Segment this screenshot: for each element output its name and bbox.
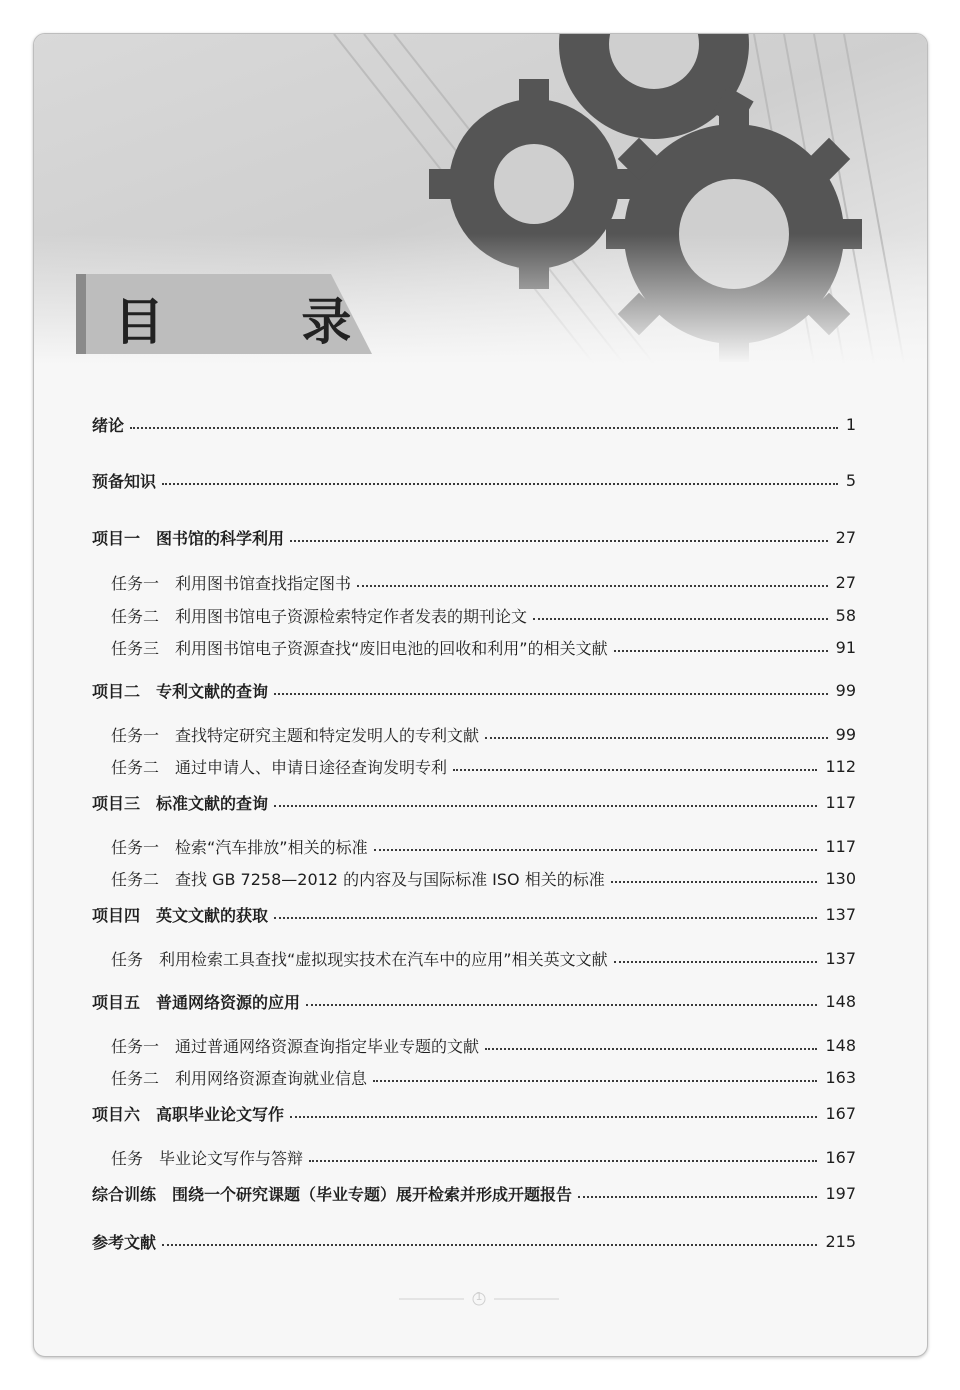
toc-chapter-entry[interactable] (92, 988, 856, 1014)
toc-entry-label: 参考文献 (92, 1232, 157, 1252)
toc-entry-label: 任务二 查找 GB 7258—2012 的内容及与国际标准 ISO 相关的标准 (111, 869, 605, 889)
toc-task-entry[interactable] (111, 569, 856, 595)
toc-chapter-entry[interactable] (92, 1180, 856, 1206)
toc-leader-dots (533, 618, 828, 620)
toc-chapter-entry[interactable] (92, 467, 856, 493)
toc-entry-label: 任务一 利用图书馆查找指定图书 (111, 573, 352, 593)
toc-entry-page: 27 (835, 527, 856, 547)
toc-entry-label: 任务一 检索“汽车排放”相关的标准 (111, 837, 368, 857)
toc-entry-page: 5 (845, 470, 856, 490)
page-title: 目 录 (114, 293, 412, 351)
toc-entry-label: 任务二 利用网络资源查询就业信息 (111, 1068, 368, 1088)
book-page (33, 33, 928, 1357)
toc-task-entry[interactable] (111, 602, 856, 628)
toc-leader-dots (453, 769, 817, 771)
toc-entry-label: 预备知识 (92, 471, 157, 491)
toc-entry-page: 27 (835, 572, 856, 592)
toc-entry-page: 167 (825, 1147, 856, 1167)
toc-leader-dots (274, 805, 817, 807)
toc-entry-page: 117 (825, 792, 856, 812)
toc-leader-dots (274, 917, 817, 919)
toc-entry-label: 任务一 通过普通网络资源查询指定毕业专题的文献 (111, 1036, 480, 1056)
toc-entry-page: 163 (825, 1067, 856, 1087)
toc-entry-label: 绪论 (92, 415, 125, 435)
toc-leader-dots (374, 849, 818, 851)
toc-entry-label: 任务三 利用图书馆电子资源查找“废旧电池的回收和利用”的相关文献 (111, 638, 608, 658)
toc-leader-dots (614, 650, 828, 652)
table-of-contents (34, 34, 927, 1356)
page-number: 1 (475, 1290, 483, 1303)
toc-entry-label: 任务 毕业论文写作与答辩 (111, 1148, 304, 1168)
toc-task-entry[interactable] (111, 753, 856, 779)
toc-leader-dots (130, 427, 838, 429)
toc-leader-dots (611, 881, 818, 883)
toc-chapter-entry[interactable] (92, 411, 856, 437)
toc-entry-page: 117 (825, 836, 856, 856)
toc-entry-page: 99 (835, 680, 856, 700)
toc-entry-label: 项目二 专利文献的查询 (92, 681, 269, 701)
toc-entry-label: 任务二 利用图书馆电子资源检索特定作者发表的期刊论文 (111, 606, 528, 626)
toc-task-entry[interactable] (111, 1032, 856, 1058)
toc-task-entry[interactable] (111, 1064, 856, 1090)
toc-chapter-entry[interactable] (92, 524, 856, 550)
toc-leader-dots (274, 693, 828, 695)
toc-task-entry[interactable] (111, 634, 856, 660)
toc-entry-label: 项目一 图书馆的科学利用 (92, 528, 285, 548)
toc-entry-label: 项目五 普通网络资源的应用 (92, 992, 301, 1012)
toc-entry-label: 项目三 标准文献的查询 (92, 793, 269, 813)
toc-chapter-entry[interactable] (92, 789, 856, 815)
toc-leader-dots (162, 1244, 817, 1246)
toc-entry-label: 任务 利用检索工具查找“虚拟现实技术在汽车中的应用”相关英文文献 (111, 949, 608, 969)
toc-entry-page: 167 (825, 1103, 856, 1123)
toc-entry-page: 1 (845, 414, 856, 434)
toc-task-entry[interactable] (111, 865, 856, 891)
toc-task-entry[interactable] (111, 945, 856, 971)
toc-entry-label: 综合训练 围绕一个研究课题（毕业专题）展开检索并形成开题报告 (92, 1184, 573, 1204)
toc-leader-dots (485, 1048, 817, 1050)
toc-leader-dots (290, 1116, 817, 1118)
toc-entry-label: 项目四 英文文献的获取 (92, 905, 269, 925)
toc-chapter-entry[interactable] (92, 1100, 856, 1126)
toc-leader-dots (485, 737, 828, 739)
toc-chapter-entry[interactable] (92, 677, 856, 703)
toc-entry-page: 99 (835, 724, 856, 744)
toc-entry-page: 130 (825, 868, 856, 888)
toc-leader-dots (578, 1196, 817, 1198)
toc-entry-page: 58 (835, 605, 856, 625)
toc-leader-dots (357, 585, 828, 587)
toc-entry-page: 148 (825, 1035, 856, 1055)
toc-entry-page: 112 (825, 756, 856, 776)
toc-entry-label: 项目六 高职毕业论文写作 (92, 1104, 285, 1124)
toc-entry-page: 148 (825, 991, 856, 1011)
toc-leader-dots (614, 961, 818, 963)
toc-entry-page: 137 (825, 904, 856, 924)
toc-chapter-entry[interactable] (92, 1228, 856, 1254)
toc-entry-page: 91 (835, 637, 856, 657)
toc-chapter-entry[interactable] (92, 901, 856, 927)
toc-leader-dots (306, 1004, 817, 1006)
toc-entry-label: 任务一 查找特定研究主题和特定发明人的专利文献 (111, 725, 480, 745)
toc-leader-dots (162, 483, 838, 485)
toc-task-entry[interactable] (111, 1144, 856, 1170)
toc-task-entry[interactable] (111, 721, 856, 747)
toc-leader-dots (373, 1080, 817, 1082)
toc-task-entry[interactable] (111, 833, 856, 859)
toc-leader-dots (309, 1160, 817, 1162)
toc-entry-label: 任务二 通过申请人、申请日途径查询发明专利 (111, 757, 448, 777)
toc-entry-page: 197 (825, 1183, 856, 1203)
toc-entry-page: 215 (825, 1231, 856, 1251)
toc-leader-dots (290, 540, 828, 542)
toc-entry-page: 137 (825, 948, 856, 968)
